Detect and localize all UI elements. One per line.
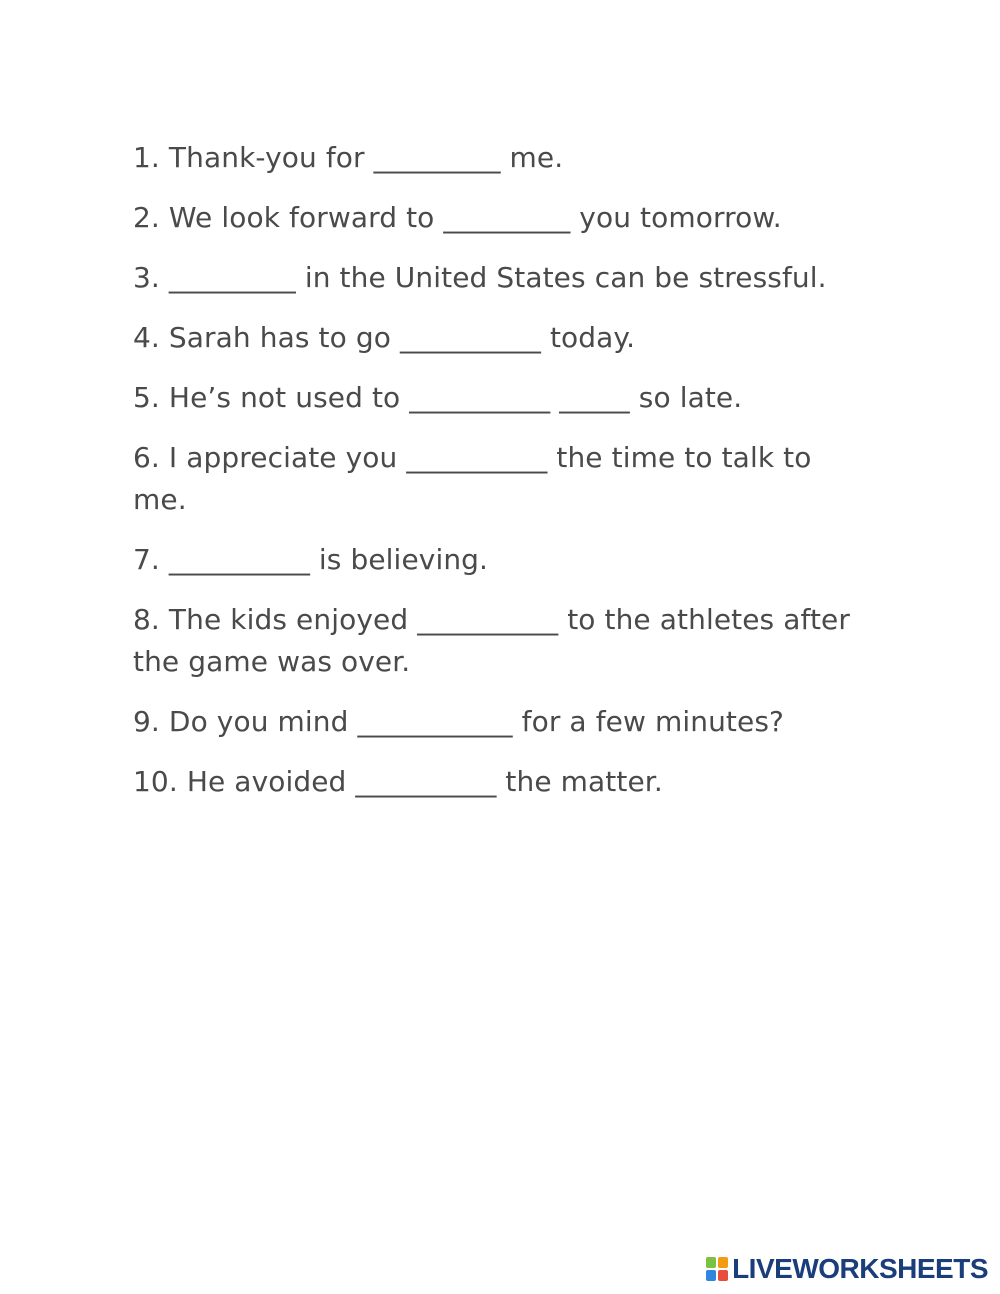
liveworksheets-logo: [706, 1254, 988, 1284]
question-2: 2. We look forward to _________ you tomorrow.: [133, 201, 782, 234]
question-4: 4. Sarah has to go __________ today.: [133, 321, 636, 354]
question-10: 10. He avoided __________ the matter.: [133, 765, 663, 798]
question-1: 1. Thank-you for _________ me.: [133, 141, 564, 174]
question-6: 6. I appreciate you __________ the time to talk to me.: [133, 441, 812, 516]
logo-text: LIVEWORKSHEETS: [732, 1253, 988, 1284]
question-7: 7. __________ is believing.: [133, 543, 489, 576]
question-9: 9. Do you mind ___________ for a few minutes?: [133, 705, 784, 738]
question-8: 8. The kids enjoyed __________ to the athletes after the game was over.: [133, 603, 850, 678]
logo-blocks-icon: [706, 1257, 728, 1281]
question-3: 3. _________ in the United States can be stressful.: [133, 261, 827, 294]
question-5: 5. He’s not used to __________ _____ so late.: [133, 381, 743, 414]
worksheet-questions: [133, 137, 873, 821]
